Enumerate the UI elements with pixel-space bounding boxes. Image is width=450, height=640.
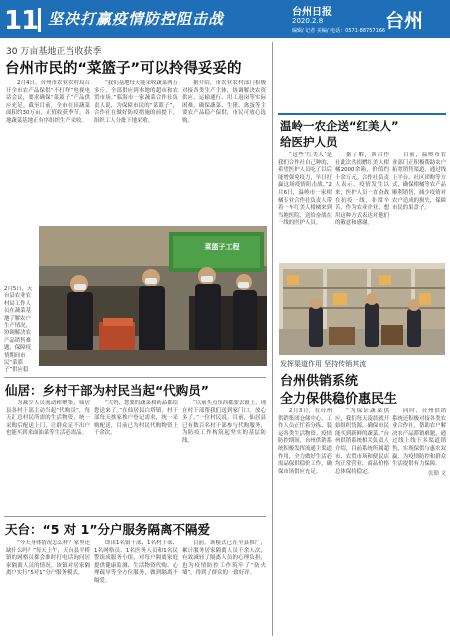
wenling-rule (278, 113, 446, 115)
tiantai-paragraph-2: 即由1名镇干部、1名村干部、1名网格员、1名医务人员和1名民警组成服务小组，对每户隔离家庭提供健康监测、生活物资代购、心理疏导等全方位服务，做到隔离不隔爱。 (94, 540, 178, 584)
masthead (0, 0, 450, 38)
issue-date: 2020.2.8 (292, 17, 324, 25)
supply-headline-line-1: 台州供销系统 (280, 374, 359, 389)
wenling-headline-line-2: 给医护人员 (280, 135, 338, 149)
xianju-headline: 仙居：乡村干部为村民当起“代购员” (5, 383, 209, 398)
wenling-paragraph-1: “这些‘红美人’是我们合作社自己种的，希望医护人员吃了以后能增强免疫力，早日打赢这场疫情阻击战。”2月6日，温岭市一家柑橘专业合作社负责人带着一车红美人柑橘来到当地医院，送给奋战在一线的医护人员。 (278, 152, 332, 227)
lead-photo (38, 225, 268, 367)
photo-sign-text: 菜篮子工程 (204, 243, 240, 251)
supply-photo-illustration (279, 263, 446, 356)
page-number: 11 (4, 6, 39, 36)
lead-paragraph-3: 据介绍，市农业农村部门积极对接各类生产主体，协调解决农资供应、运输通行、用工返岗等实际困难，确保蔬菜、生猪、禽蛋等主要农产品稳产保供，市民可放心选购。 (182, 80, 266, 124)
wenling-column-3 (392, 152, 446, 260)
wenling-paragraph-3: 目前，温岭市农业部门正积极帮助农户拓宽销售渠道，通过线上平台、社区团购等方式，确保柑橘等农产品顺利销售，减少疫情对农户造成的损失，保障市民的果盘子。 (392, 152, 446, 212)
supply-paragraph-1: 2月3日，在台州供销集团仓储中心，工作人员正忙着分拣、装运各类生活物资。疫情防控期间，台州供销系统积极发挥流通主渠道作用，全力做好生活必需品保供稳价工作，确保市场供应充足。 (278, 408, 332, 475)
column-divider (272, 42, 273, 636)
divider-xianju (4, 516, 266, 517)
masthead-slogan: 坚决打赢疫情防控阻击战 (48, 10, 225, 28)
lead-column-3 (182, 80, 266, 220)
divider-lead (4, 377, 266, 378)
lead-paragraph-2: “我们基地每天能采收蔬菜两万多斤，全部供应到本地的超市和农贸市场。”临海市一家蔬菜合作社负责人说，为保障市民的“菜篮子”，合作社在做好防疫措施的前提下，组织工人分批下地采收。 (94, 80, 178, 124)
supply-column-1 (278, 408, 332, 636)
lead-photo-caption (4, 286, 36, 374)
edition-name: 台州 (385, 10, 424, 32)
wenling-column-2 (335, 152, 389, 260)
supply-credit: 张勤 文 (428, 470, 446, 477)
xianju-paragraph-3: “以前买点东西都要去镇上，现在村干部帮我们送到家门口，放心多了。”一位村民说。目前，仙居县已有数百名村干部参与代购服务，为防疫工作构筑起坚实的基层防线。 (182, 400, 266, 444)
supply-column-3 (392, 408, 446, 636)
tiantai-column-1 (6, 540, 90, 636)
tiantai-headline: 天台：“5 对 1”分户服务隔离不隔爱 (5, 522, 211, 537)
xianju-paragraph-2: “大妈，您要的蔬菜和药品都给您送来了。”在仙居县白塔镇，村干部每天挨家挨户登记需求，统一采购配送，目前已为村民代购物资上千余次。 (94, 400, 178, 437)
caption-text: 2月5日，天台县农业农村局工作人员在蔬菜基地了解农户生产情况，协调解决农产品销售难题，保障疫情期间市民“菜篮子”供应稳 (4, 286, 33, 374)
lead-headline: 台州市民的“菜篮子”可以拎得妥妥的 (5, 61, 242, 77)
lead-paragraph-1: 2月4日，台州市农业农村局召开全市农产品保供“不打烊”电视电话会议，要求确保“菜篮子”产品供应充足。截至目前，全市在田蔬菜面积约30万亩，正值收获季节，各地蔬菜基地正有序组织生产采收。 (6, 80, 90, 124)
lead-column-2 (94, 80, 178, 220)
editorial-meta: 编辑/ 记者 美编/ 电话：0571-88757166 (292, 28, 386, 34)
wenling-column-1 (278, 152, 332, 260)
tiantai-paragraph-3: 目前，该模式已在全县推广，累计服务居家隔离人员千余人次，有效减轻了隔离人员的心理负担，也为疫情防控工作筑牢了“防火墙”，得到了群众的一致好评。 (182, 540, 266, 577)
newspaper-brand: 台州日报 (292, 7, 332, 18)
tiantai-column-2 (94, 540, 178, 636)
supply-headline-line-2: 全力保供稳价惠民生 (280, 392, 398, 407)
supply-kicker: 发挥渠道作用 坚持传销其流 (280, 360, 367, 368)
tiantai-column-3 (182, 540, 266, 636)
wenling-headline-line-1: 温岭一农企送“红美人” (280, 119, 399, 133)
xianju-column-1 (6, 400, 90, 514)
supply-column-2 (335, 408, 389, 636)
xianju-column-3 (182, 400, 266, 514)
supply-photo (278, 262, 446, 356)
lead-kicker: 30 万亩基地正当收获季 (6, 47, 102, 57)
masthead-divider (38, 8, 41, 32)
supply-paragraph-3: 同时，台州供销系统还积极对接各类农业合作社，帮助农户解决农产品滞销难题，通过线上线下多渠道销售，实现保供与惠农双赢，为疫情防控和群众生活提供有力保障。 (392, 408, 446, 468)
wenling-paragraph-2: 据了解，该合作社此次共捐赠红美人柑橘2000余箱，价值约十余万元。合作社负责人表示，疫情发生以来，医护人员一直奋战在抗疫一线，非常辛苦，作为农业企业，想用这种方式表达对他们的敬意和感谢。 (335, 152, 389, 227)
supply-paragraph-2: “为保证蔬菜供应，我们每天凌晨就开始组织货源，确保市民能买到新鲜的蔬菜。”台州供销系统相关负责人介绍，目前系统所属超市、农贸市场和便民店均正常营业，商品价格总体保持稳定。 (335, 408, 389, 475)
xianju-paragraph-1: 为减少人员流动和聚集，仙居县各村干部主动当起“代购员”，每天汇总村民所需的生活物资，统一采购后配送上门，让群众足不出户也能买到米面油菜等生活必需品。 (6, 400, 90, 437)
tiantai-paragraph-1: “今天身体情况怎么样？家里还缺什么吗？”每天上午，天台县平桥镇的网格员都会准时打电话询问居家隔离人员的情况。该镇对居家隔离户实行“5对1”分户服务模式。 (6, 540, 90, 577)
xianju-column-2 (94, 400, 178, 514)
lead-column-1 (6, 80, 90, 220)
